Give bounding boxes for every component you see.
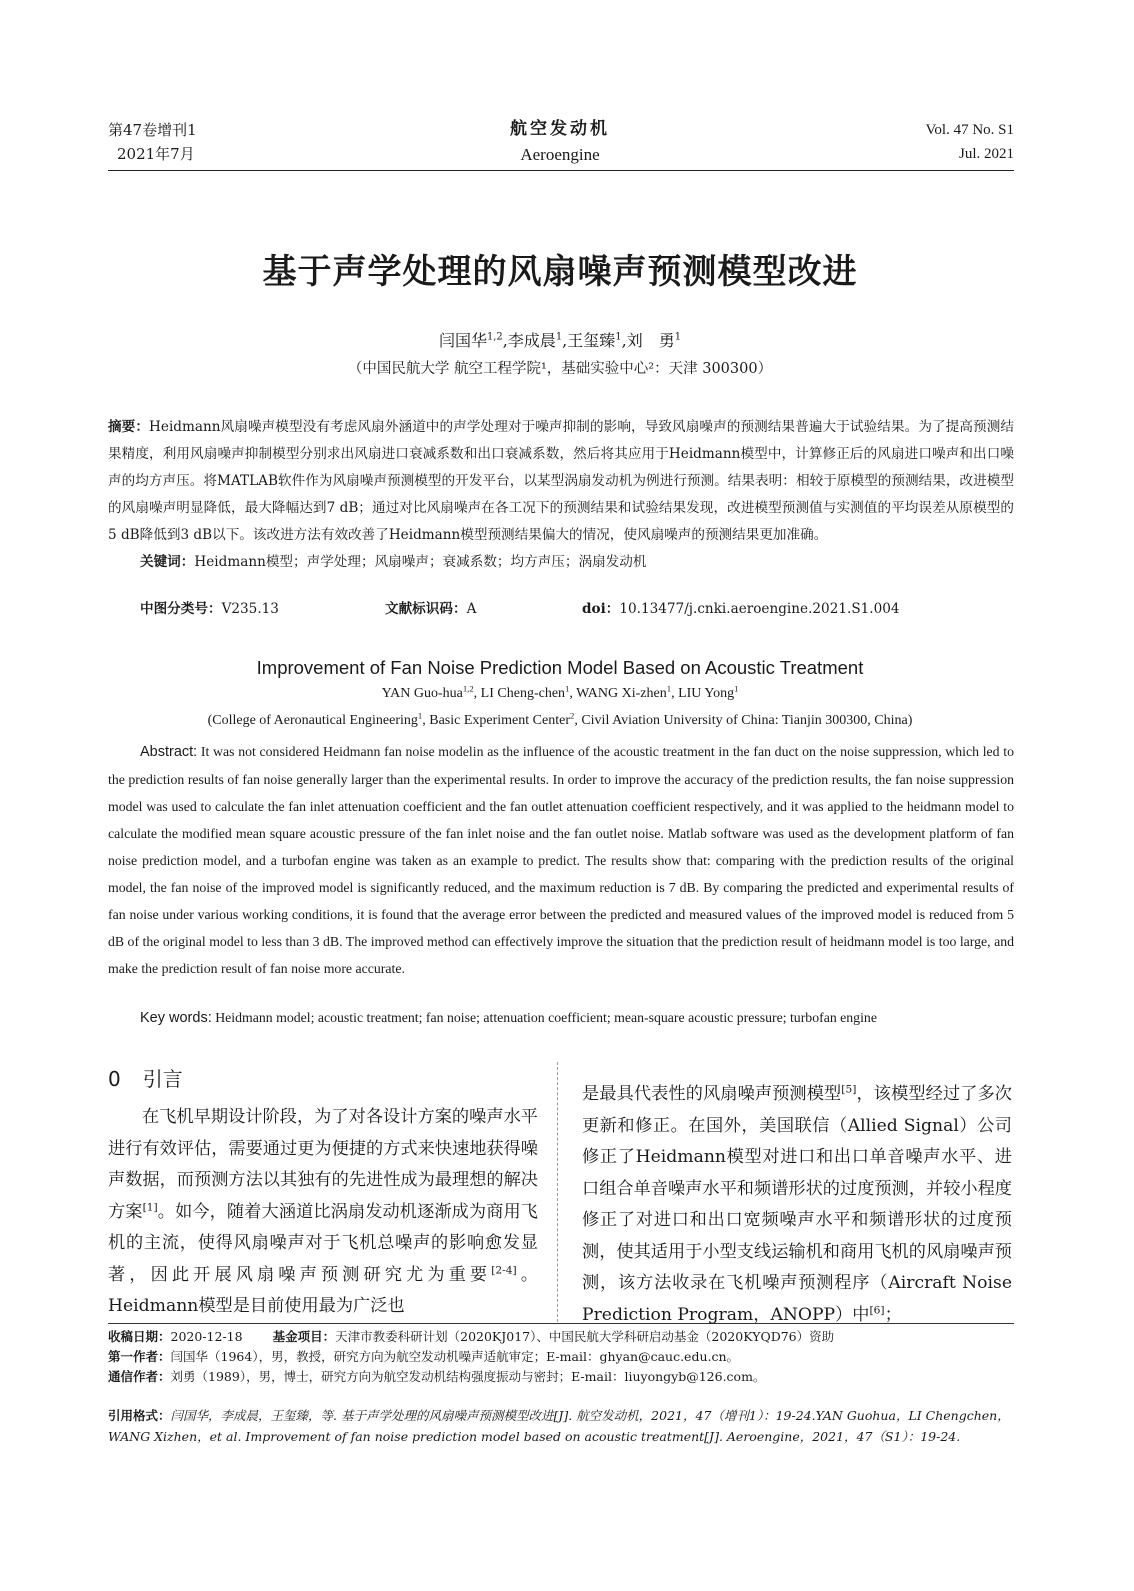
citation-ref: [2-4] bbox=[491, 1262, 517, 1276]
author-name: 闫国华 bbox=[438, 331, 487, 350]
footnote-first-author: 第一作者：闫国华（1964），男，教授，研究方向为航空发动机噪声适航审定；E-mail：ghyan@cauc.edu.cn。 bbox=[108, 1349, 740, 1364]
doi: doi：10.13477/j.cnki.aeroengine.2021.S1.004 bbox=[582, 601, 900, 617]
paper-title: 基于声学处理的风扇噪声预测模型改进 bbox=[262, 252, 858, 292]
footnote-corresponding: 通信作者：刘勇（1989），男，博士，研究方向为航空发动机结构强度振动与密封；E-mail：liuyongyb@126.com。 bbox=[108, 1369, 766, 1384]
clc-number: 中图分类号：V235.13 bbox=[140, 601, 279, 617]
document-code: 文献标识码：A bbox=[385, 601, 477, 617]
journal-name-en: Aeroengine bbox=[520, 145, 600, 164]
volume-en: Vol. 47 No. S1 bbox=[925, 122, 1014, 138]
abstract-en bbox=[108, 738, 1014, 982]
section-heading bbox=[108, 1063, 183, 1092]
citation-ref: [5] bbox=[841, 1082, 857, 1096]
affiliation: （中国民航大学 航空工程学院¹，基础实验中心²：天津 300300） bbox=[347, 361, 773, 377]
author-name: 李成晨 bbox=[507, 331, 556, 350]
header-rule bbox=[108, 170, 1014, 171]
author-list: 闫国华$^{1,2}$,李成晨$^1$,王玺臻$^1$,刘 勇$^1$ bbox=[438, 331, 682, 350]
journal-name-cn: 航空发动机 bbox=[510, 119, 610, 139]
keywords-cn: 关键词：Heidmann模型；声学处理；风扇噪声；衰减系数；均方声压；涡扇发动机 bbox=[140, 554, 647, 570]
section-title: 引言 bbox=[142, 1067, 183, 1091]
citation-ref: [1] bbox=[142, 1199, 158, 1213]
author-name: 刘 勇 bbox=[626, 331, 675, 350]
abstract-text-cn: Heidmann风扇噪声模型没有考虑风扇外涵道中的声学处理对于噪声抑制的影响，导致风扇噪声的预测结果普遍大于试验结果。为了提高预测结果精度，利用风扇噪声抑制模型分别求出风扇进口衰减系数和出口衰减系数，然后将其应用于Heidmann模型中，计算修正后的风扇进口噪声和出口噪声的均方声压。将MATLAB软件作为风扇噪声预测模型的开发平台，以某型涡扇发动机为例进行预测。结果表明：相较于原模型的预测结果，改进模型的风扇噪声明显降低，最大降幅达到7 dB；通过对比风扇噪声在各工况下的预测结果和试验结果发现，改进模型预测值与实测值的平均误差从原模型的5 dB降低到3 dB以下。该改进方法有效改善了Heidmann模型预测结果偏大的情况，使风扇噪声的预测结果更加准确。 bbox=[108, 419, 1014, 543]
section-number: 0 bbox=[108, 1067, 121, 1091]
abstract-label-en: Abstract: bbox=[140, 744, 198, 760]
affiliation-en: (College of Aeronautical Engineering$^1$, Basic Experiment Center$^2$, Civil Aviation University of China: Tianjin 300300, China) bbox=[207, 710, 913, 728]
date-cn: 2021年7月 bbox=[117, 145, 195, 163]
author-list-en: YAN Guo-hua$^{1,2}$, LI Cheng-chen$^1$, WANG Xi-zhen$^1$, LIU Yong$^1$ bbox=[381, 683, 739, 701]
paper-title-en: Improvement of Fan Noise Prediction Model Based on Acoustic Treatment bbox=[256, 657, 864, 678]
abstract-text-en: It was not considered Heidmann fan noise modelin as the influence of the acoustic treatment in the fan duct on the noise suppression, which led to the prediction results of fan noise generally larger than the experimental results. In order to improve the accuracy of the prediction results, the fan noise suppression model was used to calculate the fan inlet attenuation coefficient and the fan outlet attenuation coefficient respectively, and it was applied to the heidmann model to calculate the modified mean square acoustic pressure of the fan inlet noise and the fan outlet noise. Matlab software was used as the development platform of fan noise prediction model, and a turbofan engine was taken as an example to predict. The results show that: comparing with the prediction results of the original model, the fan noise of the improved model is significantly reduced, and the maximum reduction is 7 dB. By comparing the predicted and experimental results of fan noise under various working conditions, it is found that the average error between the predicted and measured values of the improved model is reduced from 5 dB of the original model to less than 3 dB. The improved method can effectively improve the situation that the prediction result of heidmann model is too large, and make the prediction result of fan noise more accurate. bbox=[108, 744, 1014, 976]
keywords-en: Key words: Heidmann model; acoustic treatment; fan noise; attenuation coefficient; mean-square acoustic pressure; turbofan engine bbox=[140, 1010, 877, 1026]
body-column-right: 是最具代表性的风扇噪声预测模型[5]，该模型经过了多次更新和修正。在国外，美国联信（Allied Signal）公司修正了Heidmann模型对进口和出口单音噪声水平、进口组合单音噪声水平和频谱形状的过度预测，并较小程度修正了对进口和出口宽频噪声水平和频谱形状的过度预测，使其适用于小型支线运输机和商用飞机的风扇噪声预测，该方法收录在飞机噪声预测程序（Aircraft Noise Prediction Program，ANOPP）中[6]； bbox=[582, 1082, 1012, 1325]
body-column-left: 在飞机早期设计阶段，为了对各设计方案的噪声水平进行有效评估，需要通过更为便捷的方式来快速地获得噪声数据，而预测方法以其独有的先进性成为最理想的解决方案[1]。如今，随着大涵道比涡扇发动机逐渐成为商用飞机的主流，使得风扇噪声对于飞机总噪声的影响愈发显著，因此开展风扇噪声预测研究尤为重要[2-4]。Heidmann模型是目前使用最为广泛也 bbox=[108, 1107, 538, 1316]
author-name: 王玺臻 bbox=[567, 331, 616, 350]
footnote-rule bbox=[108, 1323, 1014, 1324]
citation-ref: [6] bbox=[869, 1302, 885, 1316]
volume-cn: 第47卷增刊1 bbox=[108, 121, 197, 139]
date-en: Jul. 2021 bbox=[958, 146, 1014, 162]
journal-issue-en bbox=[926, 118, 1015, 166]
citation-format: 引用格式：闫国华，李成晨，王玺臻，等. 基于声学处理的风扇噪声预测模型改进[J]. 航空发动机，2021，47（增刊1）：19-24.YAN Guohua，LI Chengchen，WANG Xizhen，et al. Improvement of fan noise prediction model based on acoustic treatment[J]. Aeroengine，2021，47（S1）：19-24. bbox=[108, 1408, 1010, 1444]
column-divider bbox=[557, 1062, 558, 1322]
abstract-label-cn: 摘要： bbox=[108, 419, 150, 435]
footnote-received: 收稿日期：2020-12-18 基金项目：天津市教委科研计划（2020KJ017）、中国民航大学科研启动基金（2020KYQD76）资助 bbox=[108, 1329, 835, 1344]
abstract-cn bbox=[108, 414, 1014, 576]
